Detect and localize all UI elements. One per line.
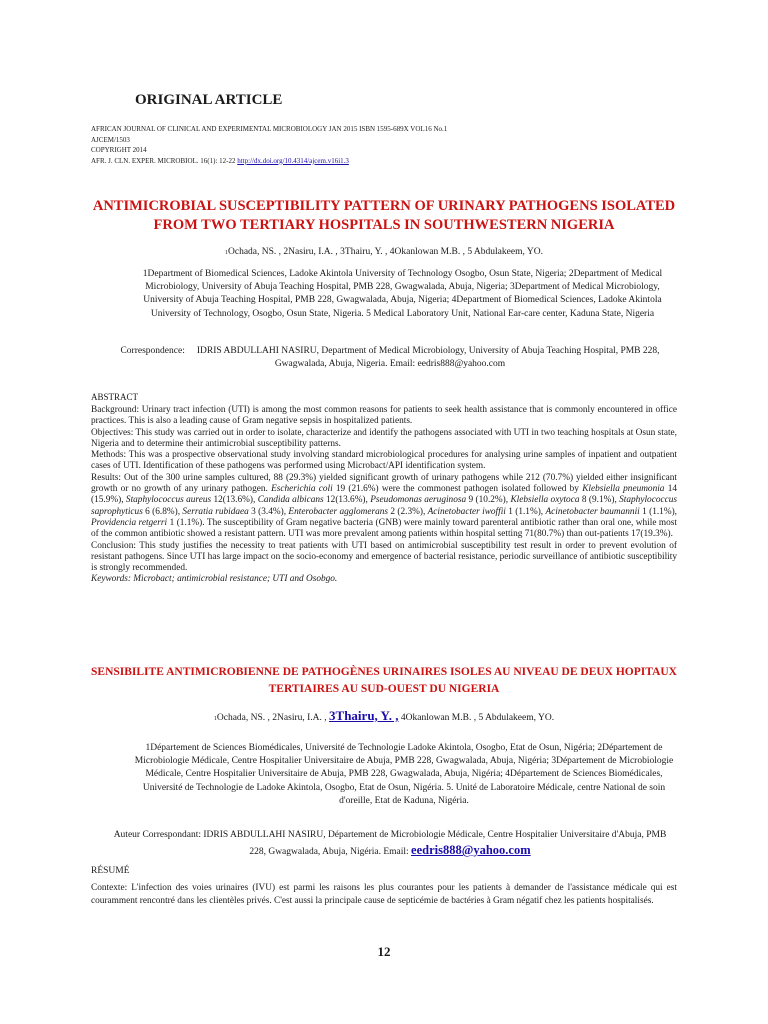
results-text: 12(13.6%), — [323, 495, 371, 506]
results-text: Results: Out of the 300 urine samples cultured, 88 (29.3%) yielded significant growth of urinary pathogens while 212 (70.7%) yielded either insignificant growth or no growth of any urinary pathogen. — [91, 472, 677, 495]
french-correspondence — [110, 828, 670, 860]
abstract-methods: Methods: This was a prospective observational study involving standard microbiological procedures for analysing urine samples of inpatient and outpatient cases of UTI. Identification of these pathogens was performed using Microbact/API identification system. — [91, 450, 677, 472]
journal-meta — [91, 124, 447, 166]
abstract-body — [91, 405, 677, 586]
abstract-results — [91, 473, 677, 541]
abstract-conclusion: Conclusion: This study justifies the necessity to treat patients with UTI based on antimicrobial susceptibility test result in order to prevent evolution of resistant pathogens. Since UTI has large impact on the socio-economy and emergence of bacterial resistance, periodic surveillance of antibiotic susceptibility is strongly recommended. — [91, 540, 677, 574]
organism-name: Enterobacter agglomerans — [288, 506, 389, 517]
results-text: 8 (9.1%), — [579, 495, 620, 506]
article-title: ANTIMICROBIAL SUSCEPTIBILITY PATTERN OF URINARY PATHOGENS ISOLATED FROM TWO TERTIARY HOSPITALS IN SOUTHWESTERN NIGERIA — [92, 198, 676, 233]
organism-name: Staphylococcus saprophyticus — [91, 495, 677, 517]
organism-name: Escherichia coli — [271, 484, 333, 495]
citation-text: AFR. J. CLN. EXPER. MICROBIOL. 16(1): 12-22 — [91, 156, 238, 165]
abstract-keywords — [91, 574, 677, 585]
french-author-names: Ochada, NS. , 2Nasiru, I.A. , — [216, 713, 330, 723]
highlighted-author: 3Thairu, Y. , — [329, 708, 399, 723]
organism-name: Providencia retgerri — [91, 517, 168, 528]
organism-name: Pseudomonas aeruginosa — [370, 495, 467, 506]
abstract-heading: ABSTRACT — [91, 392, 139, 402]
results-text: 9 (10.2%), — [466, 495, 511, 506]
author-superscript: 1 — [213, 716, 217, 722]
results-text: 3 (3.4%), — [248, 506, 289, 517]
abstract-objectives: Objectives: This study was carried out in order to isolate, characterize and identify the pathogens associated with UTI in two teaching hospitals at Osun state, Nigeria and to determine their antimicrobial susceptibility patterns. — [91, 427, 677, 449]
results-text: 1 (1.1%), — [639, 506, 677, 517]
organism-name: Acinetobacter baumannii — [545, 506, 640, 517]
article-type-heading: ORIGINAL ARTICLE — [135, 92, 283, 108]
correspondence-label: Correspondence: — [120, 346, 185, 356]
organism-name: Klebsiella pneumonia — [582, 484, 665, 495]
french-author-list — [0, 708, 768, 724]
copyright-line: COPYRIGHT 2014 — [91, 146, 147, 154]
results-text: 1 (1.1%). The susceptibility of Gram negative bacteria (GNB) were mainly toward parenteral antibiotic rather than oral one, while most of the common antibiotic showed a resistant pattern. UTI was more prevalent among patients within hospital setting 71(80.7%) than out-patients 17(19.3%). — [91, 517, 677, 540]
organism-name: Candida albicans — [257, 495, 324, 506]
journal-line: AFRICAN JOURNAL OF CLINICAL AND EXPERIMENTAL MICROBIOLOGY JAN 2015 ISBN 1595-689X VOL16 No.1 — [91, 125, 448, 133]
author-list — [0, 247, 768, 257]
organism-name: Serratia rubidaea — [182, 506, 249, 517]
french-title: SENSIBILITE ANTIMICROBIENNE DE PATHOGÈNES URINAIRES ISOLES AU NIVEAU DE DEUX HOPITAUX TERTIAIRES AU SUD-OUEST DU NIGERIA — [91, 666, 677, 695]
journal-code: AJCEM/1503 — [91, 135, 130, 144]
organism-name: Acinetobacter iwoffii — [427, 506, 506, 517]
email-link[interactable]: eedris888@yahoo.com — [417, 359, 506, 370]
keywords-text: Keywords: Microbact; antimicrobial resistance; UTI and Osobgo. — [91, 574, 338, 585]
doi-link[interactable]: http://dx.doi.org/10.4314/ajcem.v16i1.3 — [237, 156, 349, 165]
results-text: 19 (21.6%) were the commonest pathogen isolated followed by — [332, 484, 583, 495]
affiliations: 1Department of Biomedical Sciences, Ladoke Akintola University of Technology Osogbo, Osun State, Nigeria; 2Department of Medical Microbiology, University of Abuja Teaching Hospital, PMB 228, Gwagwalada, Abuja, Nigeria; 3Department of Medical Microbiology, University of Abuja Teaching Hospital, PMB 228, Gwagwalada, Abuja, Nigeria; 4Department of Biomedical Sciences, Ladoke Akintola University of Technology, Osogbo, Osun State, Nigeria. 5 Medical Laboratory Unit, National Ear-care center, Kaduna State, Nigeria — [142, 269, 663, 319]
french-author-names-rest: 4Okanlowan M.B. , 5 Abdulakeem, YO. — [398, 713, 555, 723]
resume-heading: RÉSUMÉ — [91, 866, 130, 876]
results-text: 12(13.6%), — [211, 495, 258, 506]
results-text: 1 (1.1%), — [505, 506, 546, 517]
abstract-background: Background: Urinary tract infection (UTI) is among the most common reasons for patients to seek health assistance that is commonly encountered in office practices. This is also a leading cause of Gram negative sepsis in hospitalized patients. — [91, 405, 677, 427]
correspondence — [110, 345, 670, 371]
page-number: 12 — [377, 944, 391, 959]
french-email-link[interactable]: eedris888@yahoo.com — [411, 843, 531, 857]
author-superscript: 1 — [225, 250, 229, 256]
results-text: 14 (15.9%), — [91, 484, 678, 506]
french-affiliations: 1Département de Sciences Biomédicales, Université de Technologie Ladoke Akintola, Osogbo, Etat de Osun, Nigéria; 2Département de Microbiologie Médicale, Centre Hospitalier Universitaire de Abuja, PMB 228, Gwagwalada, Abuja, Nigéria; 3Département de Microbiologie Médicale, Centre Hospitalier Universitaire de Abuja, PMB 228, Gwagwalada, Abuja, Nigéria; 4Département de Sciences Biomédicales, Université de Technologie de Ladoke Akintola, Osogbo, Etat de Osun, Nigéria. 5. Unité de Laboratoire Médicale, centre National de soin d'oreille, Etat de Kaduna, Nigéria. — [134, 743, 674, 806]
organism-name: Staphylococcus aureus — [125, 495, 212, 506]
resume-contexte: Contexte: L'infection des voies urinaires (IVU) est parmi les raisons les plus courantes pour les patients à demander de l'assistance médicale qui est couramment rencontré dans les clientèles privés. C'est aussi la principale cause de septicémie de bactéries à Gram négatif chez les patients hospitalisés. — [91, 883, 677, 906]
results-text: 2 (2.3%), — [388, 506, 428, 517]
results-text: 6 (6.8%), — [142, 506, 183, 517]
french-correspondence-text: Auteur Correspondant: IDRIS ABDULLAHI NASIRU, Département de Microbiologie Médicale, Centre Hospitalier Universitaire d'Abuja, PMB 228, Gwagwalada, Abuja, Nigéria. Email: — [113, 830, 667, 857]
citation-line — [91, 156, 447, 167]
author-names: Ochada, NS. , 2Nasiru, I.A. , 3Thairu, Y. , 4Okanlowan M.B. , 5 Abdulakeem, YO. — [228, 247, 543, 257]
organism-name: Klebsiella oxytoca — [510, 495, 580, 506]
correspondence-text: IDRIS ABDULLAHI NASIRU, Department of Medical Microbiology, University of Abuja Teaching Hospital, PMB 228, Gwagwalada, Abuja, Nigeria. Email: — [196, 346, 660, 370]
